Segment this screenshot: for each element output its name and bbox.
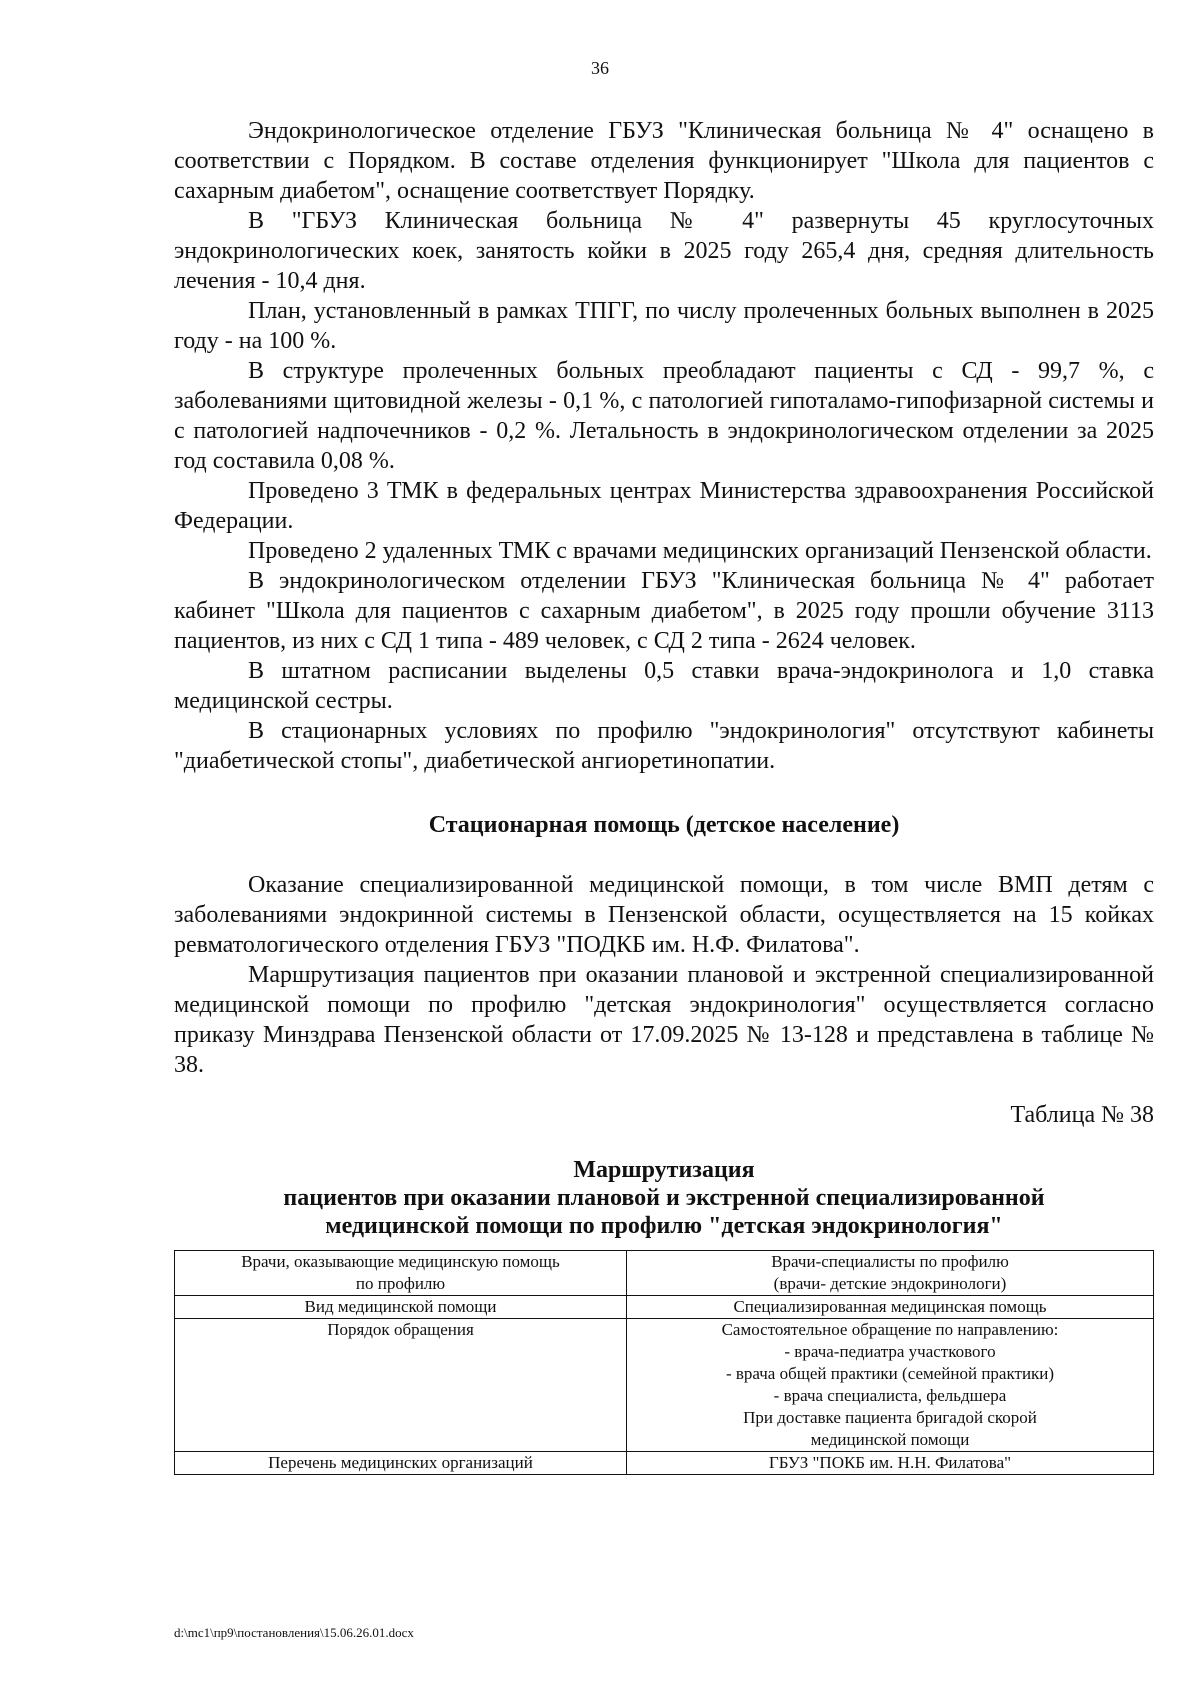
paragraph: В штатном расписании выделены 0,5 ставки врача-эндокринолога и 1,0 ставка медицинской сестры.	[174, 658, 1154, 714]
table-number: Таблица № 38	[1010, 1102, 1154, 1128]
cell-text: Перечень медицинских организаций	[268, 1453, 533, 1472]
table-cell	[627, 1296, 1154, 1319]
table-row	[175, 1251, 1154, 1296]
paragraph: В стационарных условиях по профилю "эндокринология" отсутствуют кабинеты "диабетической стопы", диабетической ангиоретинопатии.	[174, 718, 1154, 774]
cell-text: При доставке пациента бригадой скорой	[743, 1408, 1037, 1427]
paragraph: Оказание специализированной медицинской помощи, в том числе ВМП детям с заболеваниями эндокринной системы в Пензенской области, осуществляется на 15 койках ревматологического отделения ГБУЗ "ПОДКБ им. Н.Ф. Филатова".	[174, 872, 1154, 958]
table-row	[175, 1319, 1154, 1452]
table-cell	[175, 1319, 627, 1452]
cell-text: Вид медицинской помощи	[304, 1297, 497, 1316]
paragraph: План, установленный в рамках ТПГГ, по числу пролеченных больных выполнен в 2025 году - на 100 %.	[174, 298, 1154, 354]
cell-text: медицинской помощи	[810, 1430, 970, 1449]
routing-table	[174, 1250, 1154, 1475]
table-cell	[627, 1452, 1154, 1475]
table-title-line: пациентов при оказании плановой и экстренной специализированной	[283, 1185, 1045, 1211]
paragraph: Маршрутизация пациентов при оказании плановой и экстренной специализированной медицинской помощи по профилю "детская эндокринология" осуществляется согласно приказу Минздрава Пензенской области от 17.09.2025 № 13-128 и представлена в таблице № 38.	[174, 962, 1154, 1078]
paragraph: Эндокринологическое отделение ГБУЗ "Клиническая больница № 4" оснащено в соответствии с Порядком. В составе отделения функционирует "Школа для пациентов с сахарным диабетом", оснащение соответствует Порядку.	[174, 118, 1154, 204]
table-title-line: Маршрутизация	[573, 1157, 755, 1183]
cell-text: Врачи-специалисты по профилю	[771, 1252, 1009, 1271]
cell-text: (врачи- детские эндокринологи)	[773, 1274, 1007, 1293]
table-cell	[175, 1452, 627, 1475]
paragraph: В "ГБУЗ Клиническая больница № 4" развернуты 45 круглосуточных эндокринологических коек, занятость койки в 2025 году 265,4 дня, средняя длительность лечения - 10,4 дня.	[174, 208, 1154, 294]
cell-text: - врача специалиста, фельдшера	[773, 1386, 1007, 1405]
table-cell	[627, 1319, 1154, 1452]
table-row	[175, 1452, 1154, 1475]
cell-text: Врачи, оказывающие медицинскую помощь	[241, 1252, 560, 1271]
page-number: 36	[591, 58, 609, 78]
cell-text: ГБУЗ "ПОКБ им. Н.Н. Филатова"	[768, 1453, 1012, 1472]
cell-text: Специализированная медицинская помощь	[733, 1297, 1047, 1316]
table-title	[174, 1156, 1154, 1240]
table-cell	[175, 1251, 627, 1296]
paragraph: В эндокринологическом отделении ГБУЗ "Клиническая больница № 4" работает кабинет "Школа для пациентов с сахарным диабетом", в 2025 году прошли обучение 3113 пациентов, из них с СД 1 типа - 489 человек, с СД 2 типа - 2624 человек.	[174, 568, 1154, 654]
document-body	[174, 116, 1154, 1475]
paragraph: Проведено 3 ТМК в федеральных центрах Министерства здравоохранения Российской Федерации.	[174, 478, 1154, 534]
table-cell	[175, 1296, 627, 1319]
file-path-footer: d:\mc1\пр9\постановления\15.06.26.01.docx	[174, 1625, 414, 1640]
cell-text: по профилю	[355, 1274, 446, 1293]
table-cell	[627, 1251, 1154, 1296]
cell-text: Самостоятельное обращение по направлению:	[721, 1320, 1059, 1339]
section-heading: Стационарная помощь (детское население)	[428, 812, 900, 838]
cell-text: - врача общей практики (семейной практики)	[725, 1364, 1055, 1383]
table-title-line: медицинской помощи по профилю "детская эндокринология"	[325, 1213, 1003, 1239]
paragraph: Проведено 2 удаленных ТМК с врачами медицинских организаций Пензенской области.	[248, 538, 1152, 564]
table-row	[175, 1296, 1154, 1319]
cell-text: Порядок обращения	[327, 1320, 474, 1339]
paragraph: В структуре пролеченных больных преобладают пациенты с СД - 99,7 %, с заболеваниями щитовидной железы - 0,1 %, с патологией гипоталамо-гипофизарной системы и с патологией надпочечников - 0,2 %. Летальность в эндокринологическом отделении за 2025 год составила 0,08 %.	[174, 358, 1154, 474]
cell-text: - врача-педиатра участкового	[784, 1342, 996, 1361]
